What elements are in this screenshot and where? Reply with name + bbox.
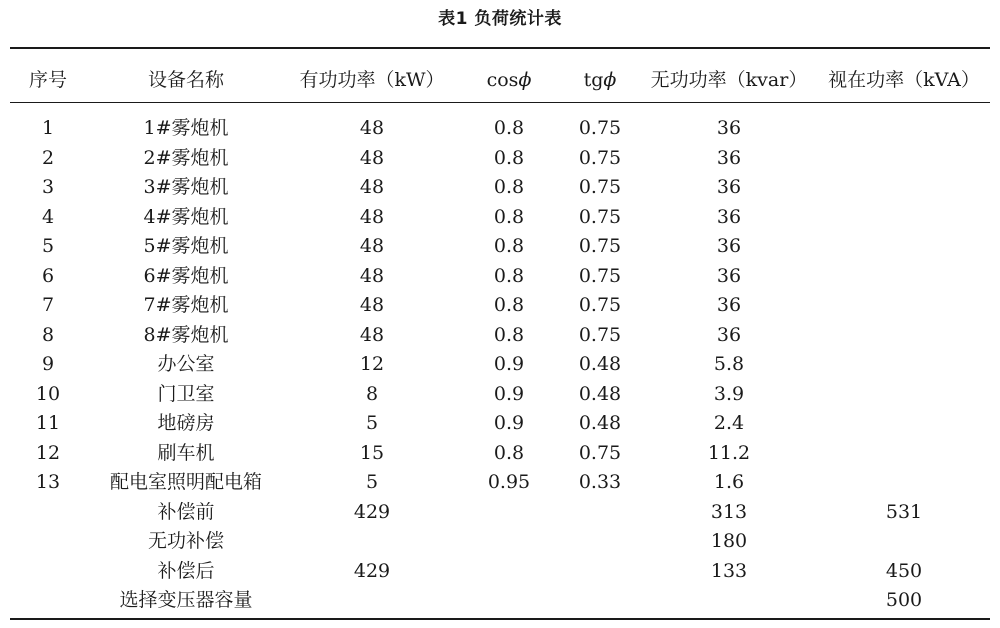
cell-apparent-power — [818, 527, 990, 557]
cell-device-name: 门卫室 — [157, 382, 215, 405]
table-caption: 表1 负荷统计表 — [438, 9, 562, 29]
cell-reactive-power: 36 — [716, 146, 742, 169]
cell-seq: 7 — [41, 294, 55, 316]
cell-cos-phi: 0.8 — [493, 205, 525, 228]
header-tg-symbol: ϕ — [603, 69, 617, 91]
cell-seq: 8 — [41, 323, 55, 346]
cell-tg-phi — [560, 527, 640, 557]
cell-apparent-power — [818, 262, 990, 292]
cell-active-power: 5 — [365, 412, 379, 434]
cell-active-power: 15 — [359, 441, 385, 464]
cell-device-name: 配电室照明配电箱 — [109, 471, 262, 493]
cell-cos-phi — [458, 586, 560, 616]
cell-apparent-power — [818, 114, 990, 144]
cell-device-name: 5#雾炮机 — [143, 235, 229, 257]
cell-cos-phi: 0.95 — [487, 471, 531, 493]
cell-active-power: 48 — [359, 117, 385, 139]
table-row — [10, 380, 990, 410]
cell-cos-phi: 0.8 — [493, 441, 525, 464]
cell-active-power — [286, 586, 458, 616]
cell-reactive-power: 36 — [716, 176, 742, 198]
cell-tg-phi: 0.48 — [578, 353, 622, 375]
cell-seq — [10, 498, 86, 528]
cell-apparent-power — [818, 203, 990, 233]
cell-active-power: 48 — [359, 146, 385, 169]
cell-device-name: 7#雾炮机 — [143, 294, 229, 316]
header-row — [10, 60, 990, 100]
cell-tg-phi: 0.75 — [578, 117, 622, 139]
cell-cos-phi — [458, 498, 560, 528]
cell-cos-phi: 0.9 — [493, 353, 525, 375]
cell-device-name: 4#雾炮机 — [143, 205, 229, 228]
cell-device-name: 1#雾炮机 — [143, 117, 229, 139]
cell-active-power: 8 — [365, 382, 379, 405]
table-body — [10, 114, 990, 616]
cell-reactive-power: 1.6 — [713, 471, 745, 493]
cell-cos-phi: 0.9 — [493, 382, 525, 405]
cell-tg-phi: 0.75 — [578, 146, 622, 169]
cell-apparent-power — [818, 439, 990, 469]
cell-reactive-power: 133 — [710, 559, 748, 582]
table-row — [10, 203, 990, 233]
cell-tg-phi: 0.75 — [578, 176, 622, 198]
cell-active-power: 5 — [365, 471, 379, 493]
table-row — [10, 527, 990, 557]
cell-device-name: 8#雾炮机 — [143, 323, 229, 346]
cell-tg-phi: 0.48 — [578, 382, 622, 405]
cell-reactive-power — [640, 586, 818, 616]
cell-apparent-power — [818, 173, 990, 203]
table-row — [10, 586, 990, 616]
cell-active-power: 429 — [353, 500, 391, 523]
header-reactive-power: 无功功率（kvar） — [650, 69, 808, 91]
cell-tg-phi: 0.75 — [578, 205, 622, 228]
table-row — [10, 232, 990, 262]
cell-tg-phi: 0.75 — [578, 441, 622, 464]
table-row — [10, 291, 990, 321]
cell-tg-phi: 0.75 — [578, 323, 622, 346]
cell-active-power: 48 — [359, 323, 385, 346]
cell-apparent-power: 531 — [885, 500, 923, 523]
cell-tg-phi: 0.75 — [578, 235, 622, 257]
cell-tg-phi: 0.75 — [578, 264, 622, 287]
cell-reactive-power: 3.9 — [713, 382, 745, 405]
cell-active-power: 48 — [359, 294, 385, 316]
cell-device-name: 3#雾炮机 — [143, 176, 229, 198]
cell-cos-phi: 0.9 — [493, 412, 525, 434]
cell-cos-phi: 0.8 — [493, 146, 525, 169]
cell-apparent-power — [818, 380, 990, 410]
cell-apparent-power: 450 — [885, 559, 923, 582]
cell-seq: 3 — [41, 176, 55, 198]
table-row — [10, 557, 990, 587]
cell-apparent-power: 500 — [885, 589, 923, 611]
cell-apparent-power — [818, 468, 990, 498]
table-row — [10, 439, 990, 469]
cell-reactive-power: 36 — [716, 205, 742, 228]
table-header — [10, 60, 990, 100]
cell-reactive-power: 5.8 — [713, 353, 745, 375]
cell-reactive-power: 36 — [716, 264, 742, 287]
table-row — [10, 321, 990, 351]
cell-reactive-power: 180 — [710, 530, 748, 552]
bottom-rule — [10, 618, 990, 620]
cell-active-power: 48 — [359, 205, 385, 228]
header-cos-text: cos — [486, 69, 519, 91]
cell-device-name: 刷车机 — [157, 441, 215, 464]
cell-reactive-power: 11.2 — [707, 441, 751, 464]
header-tg-text: tg — [583, 69, 604, 91]
cell-device-name: 无功补偿 — [147, 530, 224, 552]
cell-tg-phi — [560, 586, 640, 616]
cell-seq — [10, 586, 86, 616]
cell-apparent-power — [818, 144, 990, 174]
cell-tg-phi: 0.33 — [578, 471, 622, 493]
cell-apparent-power — [818, 232, 990, 262]
table-row — [10, 144, 990, 174]
cell-active-power: 48 — [359, 235, 385, 257]
cell-seq: 9 — [41, 353, 55, 375]
cell-cos-phi: 0.8 — [493, 323, 525, 346]
cell-seq: 6 — [41, 264, 55, 287]
table-row — [10, 468, 990, 498]
cell-apparent-power — [818, 321, 990, 351]
cell-seq: 2 — [41, 146, 55, 169]
cell-reactive-power: 36 — [716, 294, 742, 316]
header-cos-symbol: ϕ — [518, 69, 532, 91]
cell-active-power: 429 — [353, 559, 391, 582]
cell-seq — [10, 557, 86, 587]
cell-reactive-power: 2.4 — [713, 412, 745, 434]
cell-tg-phi: 0.48 — [578, 412, 622, 434]
top-rule — [10, 47, 990, 49]
cell-device-name: 6#雾炮机 — [143, 264, 229, 287]
cell-cos-phi: 0.8 — [493, 264, 525, 287]
cell-apparent-power — [818, 350, 990, 380]
cell-cos-phi: 0.8 — [493, 117, 525, 139]
cell-cos-phi — [458, 557, 560, 587]
cell-apparent-power — [818, 291, 990, 321]
cell-apparent-power — [818, 409, 990, 439]
cell-cos-phi — [458, 527, 560, 557]
cell-device-name: 2#雾炮机 — [143, 146, 229, 169]
cell-device-name: 补偿前 — [157, 500, 215, 523]
cell-tg-phi: 0.75 — [578, 294, 622, 316]
cell-reactive-power: 313 — [710, 500, 748, 523]
cell-seq: 5 — [41, 235, 55, 257]
header-cos-phi — [458, 60, 560, 100]
cell-tg-phi — [560, 498, 640, 528]
cell-seq: 1 — [41, 117, 55, 139]
header-name: 设备名称 — [147, 69, 224, 91]
cell-cos-phi: 0.8 — [493, 176, 525, 198]
cell-device-name: 补偿后 — [157, 559, 215, 582]
cell-cos-phi: 0.8 — [493, 235, 525, 257]
cell-device-name: 办公室 — [157, 353, 215, 375]
cell-reactive-power: 36 — [716, 117, 742, 139]
table-row — [10, 114, 990, 144]
header-tg-phi — [560, 60, 640, 100]
table-row — [10, 173, 990, 203]
cell-reactive-power: 36 — [716, 323, 742, 346]
table-row — [10, 498, 990, 528]
cell-active-power — [286, 527, 458, 557]
cell-seq: 11 — [35, 412, 61, 434]
cell-cos-phi: 0.8 — [493, 294, 525, 316]
cell-tg-phi — [560, 557, 640, 587]
table-row — [10, 262, 990, 292]
table-row — [10, 409, 990, 439]
cell-seq: 12 — [35, 441, 61, 464]
cell-device-name: 选择变压器容量 — [119, 589, 253, 611]
cell-active-power: 48 — [359, 176, 385, 198]
cell-device-name: 地磅房 — [157, 412, 215, 434]
cell-seq: 13 — [35, 471, 61, 493]
cell-seq: 10 — [35, 382, 61, 405]
header-seq: 序号 — [28, 69, 67, 91]
cell-active-power: 48 — [359, 264, 385, 287]
table-row — [10, 350, 990, 380]
cell-seq: 4 — [41, 205, 55, 228]
header-rule — [10, 102, 990, 103]
header-active-power: 有功功率（kW） — [299, 69, 445, 91]
cell-active-power: 12 — [359, 353, 385, 375]
header-apparent-power: 视在功率（kVA） — [828, 69, 980, 91]
cell-seq — [10, 527, 86, 557]
cell-reactive-power: 36 — [716, 235, 742, 257]
